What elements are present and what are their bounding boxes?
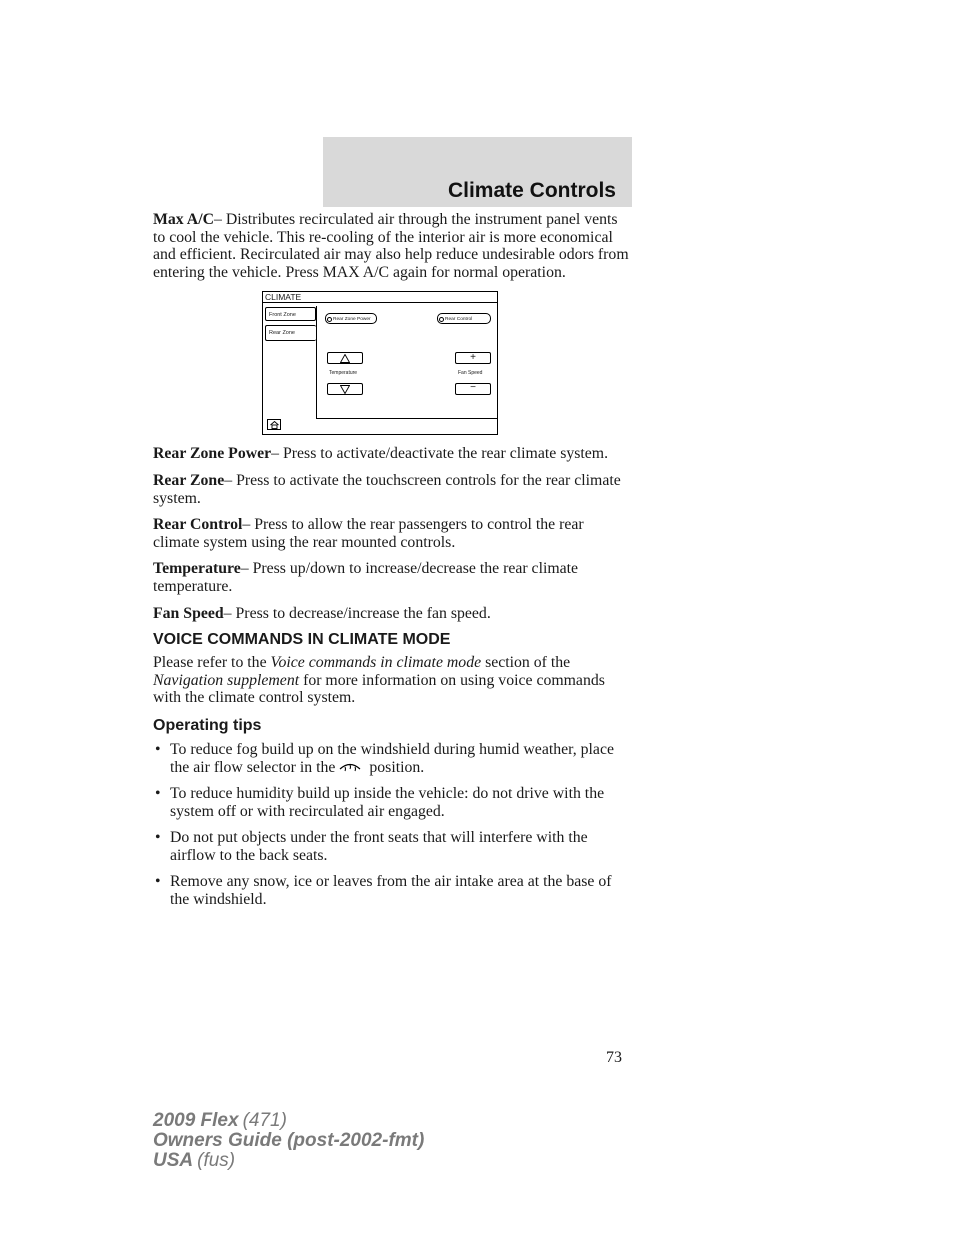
figure-title: CLIMATE [265,292,302,303]
description-temperature [153,560,633,595]
temperature-label: Temperature [329,370,358,377]
description-fan-speed [153,605,633,623]
rear-control-label: Rear Control [445,317,473,323]
description-term: Rear Control [153,516,243,534]
power-indicator-icon [327,317,332,322]
description-term: Temperature [153,560,241,578]
voice-commands-heading: VOICE COMMANDS IN CLIMATE MODE [153,631,451,649]
bullet: • [155,873,161,891]
home-icon [270,421,279,429]
intro-text: – Distributes recirculated air through the instrument panel vents to cool the vehicle. This re-cooling of the interior air is more economical and efficient. Recirculated air may also help reduce undesirable odors from entering the vehicle. Press MAX A/C again for normal operation. [153,211,629,281]
rear-control-button [437,313,491,324]
header-band [323,137,632,207]
intro-paragraph [153,211,633,281]
page-content [153,211,633,918]
tip-item [153,873,633,908]
operating-tips-list [153,741,633,909]
figure-title-divider [263,302,497,303]
tip-text: To reduce humidity build up inside the vehicle: do not drive with the system off or with recirculated air engaged. [170,785,605,820]
description-term: Rear Zone Power [153,445,272,463]
tip-text: position. [369,758,425,776]
tip-item [153,785,633,820]
bullet: • [155,740,161,758]
control-indicator-icon [439,317,444,322]
tip-item [153,829,633,864]
fan-speed-label: Fan Speed [458,370,483,377]
description-text: – Press to allow the rear passengers to control the rear climate system using the rear mounted controls. [153,516,584,551]
description-text: – Press up/down to increase/decrease the rear climate temperature. [153,560,579,595]
fan-speed-plus-button: + [455,352,491,364]
rear-zone-tab: Rear Zone [265,325,316,341]
triangle-down-icon [340,385,350,394]
description-term: Fan Speed [153,604,224,622]
temperature-down-button [327,383,363,395]
footer-line-2: Owners Guide (post-2002-fmt) [153,1130,425,1151]
footer-market-code: (fus) [197,1150,236,1171]
footer [153,1111,424,1171]
description-text: – Press to decrease/increase the fan speed. [223,604,491,622]
voice-text-after: for more information on using voice commands with the climate control system. [153,671,605,707]
navigation-supplement-reference: Navigation supplement [153,671,304,689]
bullet: • [155,829,161,847]
footer-model-code: (471) [242,1110,287,1131]
description-text: – Press to activate the touchscreen controls for the rear climate system. [153,471,621,507]
footer-market: USA [153,1150,194,1171]
tip-text: Remove any snow, ice or leaves from the air intake area at the base of the windshield. [170,873,612,909]
temperature-up-button [327,352,363,364]
voice-text-before: Please refer to the [153,654,271,672]
footer-line-3 [153,1151,424,1171]
triangle-up-icon [340,354,350,363]
description-text: – Press to activate/deactivate the rear climate system. [271,445,609,463]
intro-term: Max A/C [153,211,214,228]
page-number: 73 [606,1049,622,1066]
voice-reference-title: Voice commands in climate mode [270,654,486,672]
bullet: • [155,785,161,803]
home-button [267,419,281,430]
front-zone-tab: Front Zone [265,307,316,321]
description-rear-zone [153,472,633,507]
rear-zone-panel [316,306,497,419]
description-term: Rear Zone [153,471,225,489]
tip-text: Do not put objects under the front seats that will interfere with the airflow to the back seats. [170,829,588,864]
footer-model: 2009 Flex [153,1110,239,1131]
rear-zone-power-button [325,313,377,324]
voice-commands-paragraph [153,654,633,707]
rear-zone-power-label: Rear Zone Power [333,317,371,323]
description-rear-zone-power [153,445,633,463]
voice-text-mid: section of the [485,654,571,672]
footer-line-1 [153,1111,424,1131]
defrost-icon [337,759,363,773]
description-rear-control [153,516,633,551]
fan-speed-minus-button: − [455,383,491,395]
tip-text: To reduce fog build up on the windshield during humid weather, place the air flow selector in the [170,740,614,776]
section-title: Climate Controls [447,179,616,202]
climate-screen-figure [262,291,498,435]
tip-item [153,741,633,776]
operating-tips-heading: Operating tips [153,716,262,734]
